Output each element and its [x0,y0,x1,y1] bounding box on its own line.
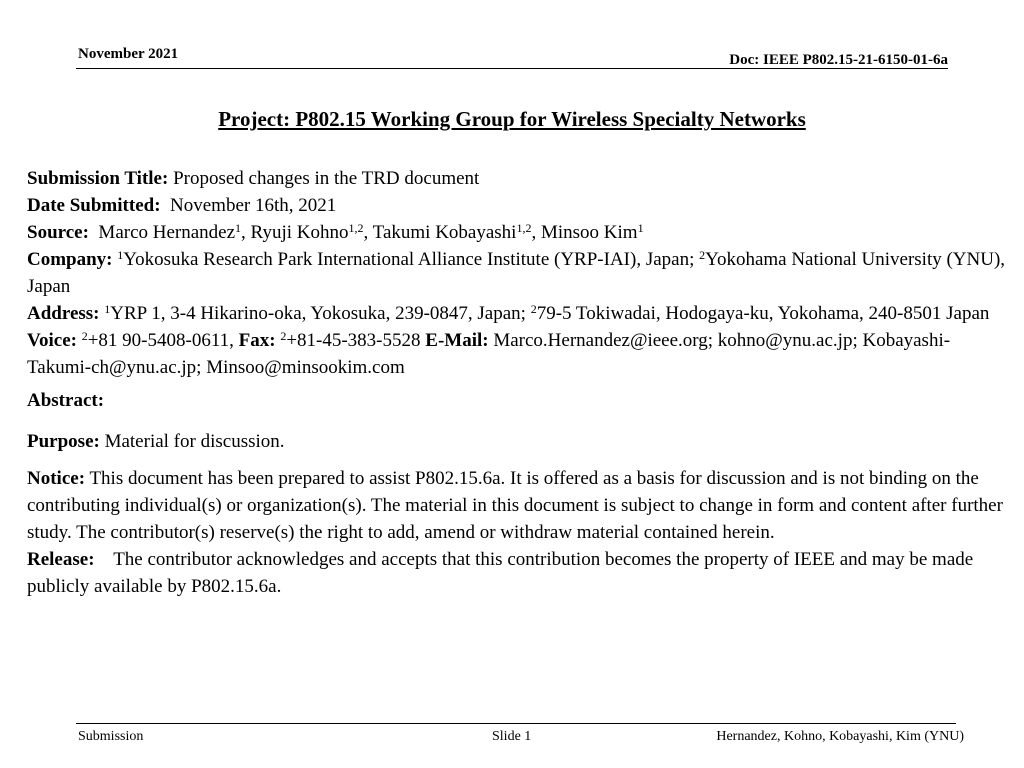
submission-title-line [27,165,1007,192]
abstract-label: Abstract: [27,390,105,411]
release-text: The contributor acknowledges and accepts that this contribution becomes the property of IEEE and may be made publicly available by P802.15.6a. [27,549,974,597]
affiliation-marker: 2 [530,302,537,316]
affiliation-marker: 1 [117,248,124,262]
notice-paragraph [27,465,1007,546]
notice-label: Notice: [27,468,86,489]
author-name: Marco Hernandez [98,222,236,243]
company-affiliation-1: Yokosuka Research Park International Alliance Institute (YRP-IAI), Japan; [123,249,695,270]
footer-divider [76,723,956,724]
notice-text: This document has been prepared to assist P802.15.6a. It is offered as a basis for discussion and is not binding on the contributing individual(s) or organization(s). The material in this document is subject to change in form and content after further study. The contributor(s) reserve(s) the right to add, amend or withdraw material contained herein. [27,468,1003,543]
release-label: Release: [27,549,95,570]
company-affiliation-2: Yokohama National University (YNU), Japan [27,249,1006,297]
header-divider [76,68,948,69]
voice-label: Voice: [27,330,77,351]
author-name: Ryuji Kohno [250,222,349,243]
footer-slide-number: Slide 1 [492,729,532,744]
date-submitted-line [27,192,1007,219]
address-line [27,300,1007,327]
author-affiliation: 1,2 [516,221,532,235]
footer-submission: Submission [78,729,144,744]
purpose-line [27,428,1007,455]
affiliation-marker: 2 [280,329,287,343]
author-name: Minsoo Kim [540,222,638,243]
header-date: November 2021 [78,46,179,62]
submission-title-value: Proposed changes in the TRD document [173,168,480,189]
release-paragraph [27,546,1007,600]
affiliation-marker: 2 [699,248,706,262]
purpose-label: Purpose: [27,431,100,452]
address-1: YRP 1, 3-4 Hikarino-oka, Yokosuka, 239-0847, Japan; [110,303,526,324]
source-label: Source: [27,222,89,243]
purpose-value: Material for discussion. [104,431,285,452]
source-line: Source: Marco Hernandez$^1$, Ryuji Kohno$^{1,2}$, Takumi Kobayashi$^{1,2}$, Minsoo Kim$^1$ [27,221,644,243]
author-affiliation: 1 [637,221,644,235]
footer-authors: Hernandez, Kohno, Kobayashi, Kim (YNU) [716,729,964,744]
author-affiliation: 1 [235,221,242,235]
date-submitted-label: Date Submitted: [27,195,161,216]
email-addresses: Marco.Hernandez@ieee.org; kohno@ynu.ac.jp; Kobayashi-Takumi-ch@ynu.ac.jp; Minsoo@minsookim.com [27,330,951,378]
abstract-line [27,387,1007,414]
header-doc-number: Doc: IEEE P802.15-21-6150-01-6a [729,52,948,68]
date-submitted-value: November 16th, 2021 [170,195,337,216]
email-label: E-Mail: [425,330,489,351]
address-label: Address: [27,303,100,324]
submission-title-label: Submission Title: [27,168,169,189]
voice-number: +81 90-5408-0611, [87,330,234,351]
contact-line [27,327,1007,381]
company-label: Company: [27,249,113,270]
author-name: Takumi Kobayashi [372,222,517,243]
company-line [27,246,1007,300]
project-title: Project: P802.15 Working Group for Wireless Specialty Networks [218,107,806,131]
fax-label: Fax: [238,330,276,351]
address-2: 79-5 Tokiwadai, Hodogaya-ku, Yokohama, 240-8501 Japan [536,303,990,324]
affiliation-marker: 2 [81,329,88,343]
fax-number: +81-45-383-5528 [286,330,421,351]
author-affiliation: 1,2 [348,221,364,235]
affiliation-marker: 1 [104,302,111,316]
document-body [27,165,1007,600]
